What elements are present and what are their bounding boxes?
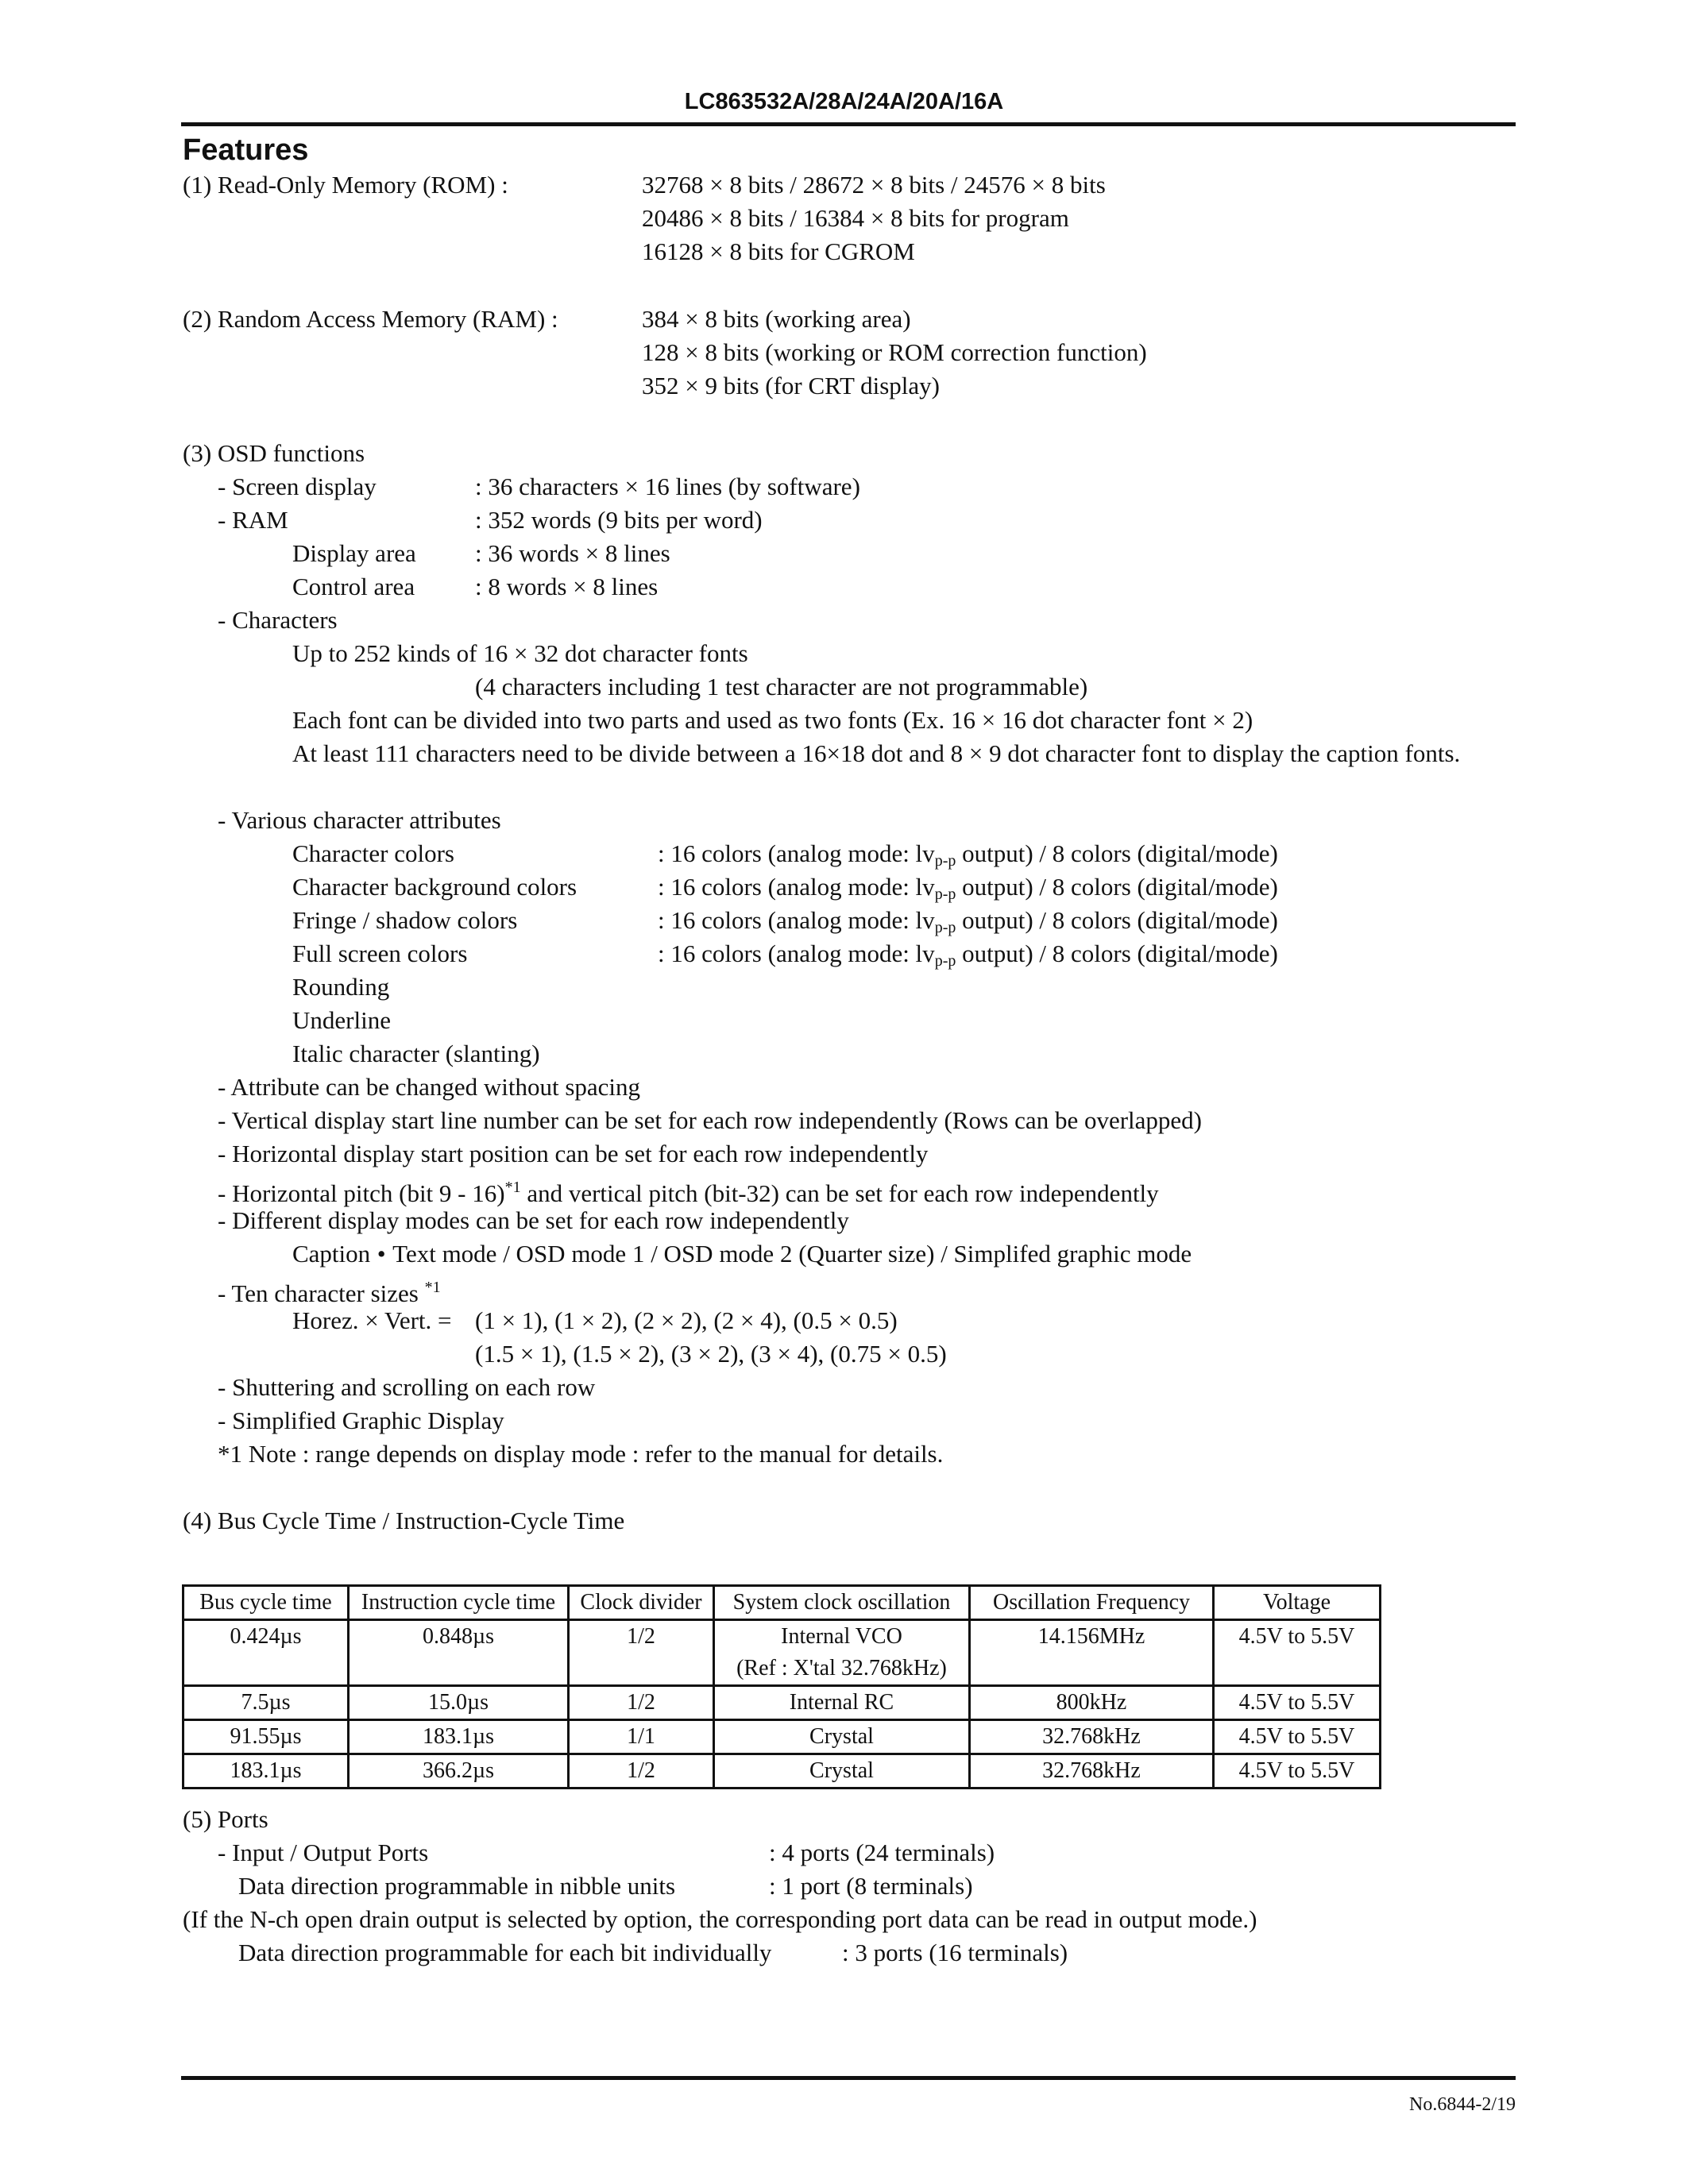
bullet-shutter: - Shuttering and scrolling on each row — [218, 1373, 596, 1401]
cell-osc: Internal RC — [714, 1686, 970, 1720]
rom-line-2: 20486 × 8 bits / 16384 × 8 bits for program — [642, 204, 1069, 232]
ports-nch-note: (If the N-ch open drain output is selected by option, the corresponding port data can be read in output mode.) — [183, 1905, 1257, 1933]
cell-instr: 0.848µs — [349, 1620, 569, 1686]
bus-cycle-table — [182, 1584, 1381, 1789]
cell-bus: 0.424µs — [183, 1620, 349, 1686]
ports-io-value: : 4 ports (24 terminals) — [769, 1839, 995, 1866]
osd-title: (3) OSD functions — [183, 439, 365, 467]
ram-label: (2) Random Access Memory (RAM) : — [183, 305, 558, 333]
osd-control-area-label: Control area — [292, 573, 415, 600]
ram-line-3: 352 × 9 bits (for CRT display) — [642, 372, 940, 399]
cell-osc — [714, 1620, 970, 1686]
bullet-display-modes: - Different display modes can be set for each row independently — [218, 1206, 849, 1234]
cell-instr: 183.1µs — [349, 1720, 569, 1754]
ports-nibble-label: Data direction programmable in nibble units — [238, 1872, 676, 1900]
cell-volt: 4.5V to 5.5V — [1214, 1754, 1381, 1788]
col-oscillation-frequency: Oscillation Frequency — [970, 1586, 1214, 1620]
table-header-row — [183, 1586, 1381, 1620]
osd-char-line-3: Each font can be divided into two parts and used as two fonts (Ex. 16 × 16 dot character font × 2) — [292, 706, 1253, 734]
table-row — [183, 1686, 1381, 1720]
ports-bit-value: : 3 ports (16 terminals) — [842, 1939, 1068, 1966]
osd-ram-label: - RAM — [218, 506, 288, 534]
attr-full-screen-label: Full screen colors — [292, 940, 468, 967]
rom-line-1: 32768 × 8 bits / 28672 × 8 bits / 24576 × 8 bits — [642, 171, 1106, 199]
osd-screen-label: - Screen display — [218, 473, 377, 500]
osd-ram-value: : 352 words (9 bits per word) — [475, 506, 763, 534]
cell-osc: Crystal — [714, 1754, 970, 1788]
bullet-attr-change: - Attribute can be changed without spacing — [218, 1073, 641, 1101]
ram-line-2: 128 × 8 bits (working or ROM correction function) — [642, 338, 1147, 366]
ports-nibble-value: : 1 port (8 terminals) — [769, 1872, 973, 1900]
cell-div: 1/2 — [569, 1686, 714, 1720]
sizes-line-2: (1.5 × 1), (1.5 × 2), (3 × 2), (3 × 4), (0.75 × 0.5) — [475, 1340, 947, 1368]
features-heading: Features — [183, 133, 309, 167]
ports-bit-label: Data direction programmable for each bit individually — [238, 1939, 772, 1966]
col-system-clock-oscillation: System clock oscillation — [714, 1586, 970, 1620]
attr-fringe-label: Fringe / shadow colors — [292, 906, 518, 934]
document-header-title: LC863532A/28A/24A/20A/16A — [684, 89, 1004, 114]
attr-full-screen-value: : 16 colors (analog mode: $lv_{p-p}$ output) / 8 colors (digital/mode) — [658, 940, 1278, 970]
page-number: No.6844-2/19 — [1409, 2094, 1516, 2115]
cell-freq: 32.768kHz — [970, 1754, 1214, 1788]
osd-char-line-4: At least 111 characters need to be divide between a 16×18 dot and 8 × 9 dot character font to display the caption fonts. — [292, 739, 1461, 767]
attr-char-colors-value: : 16 colors (analog mode: $lv_{p-p}$ output) / 8 colors (digital/mode) — [658, 839, 1278, 870]
sizes-line-1: (1 × 1), (1 × 2), (2 × 2), (2 × 4), (0.5 × 0.5) — [475, 1306, 898, 1334]
osd-char-line-1: Up to 252 kinds of 16 × 32 dot character fonts — [292, 639, 748, 667]
bus-title: (4) Bus Cycle Time / Instruction-Cycle Time — [183, 1507, 625, 1534]
osd-footnote: *1 Note : range depends on display mode : refer to the manual for details. — [218, 1440, 944, 1468]
cell-bus: 7.5µs — [183, 1686, 349, 1720]
cell-instr: 366.2µs — [349, 1754, 569, 1788]
header-rule — [181, 122, 1516, 126]
osd-display-area-label: Display area — [292, 539, 416, 567]
cell-div: 1/1 — [569, 1720, 714, 1754]
cell-bus: 91.55µs — [183, 1720, 349, 1754]
cell-osc-line-1: Internal VCO — [781, 1624, 902, 1649]
col-clock-divider: Clock divider — [569, 1586, 714, 1620]
osd-display-area-value: : 36 words × 8 lines — [475, 539, 670, 567]
ram-line-1: 384 × 8 bits (working area) — [642, 305, 911, 333]
bullet-pitch: - Horizontal pitch (bit 9 - 16)$^{*1}$ and vertical pitch (bit-32) can be set for each row independently — [218, 1179, 1159, 1207]
cell-div: 1/2 — [569, 1620, 714, 1686]
osd-control-area-value: : 8 words × 8 lines — [475, 573, 659, 600]
attr-rounding: Rounding — [292, 973, 390, 1001]
cell-osc: Crystal — [714, 1720, 970, 1754]
cell-instr: 15.0µs — [349, 1686, 569, 1720]
attr-fringe-value: : 16 colors (analog mode: $lv_{p-p}$ output) / 8 colors (digital/mode) — [658, 906, 1278, 936]
osd-characters-label: - Characters — [218, 606, 338, 634]
ports-title: (5) Ports — [183, 1805, 268, 1833]
cell-freq: 14.156MHz — [970, 1620, 1214, 1686]
cell-volt: 4.5V to 5.5V — [1214, 1686, 1381, 1720]
bullet-vertical-start: - Vertical display start line number can be set for each row independently (Rows can be overlapped) — [218, 1106, 1202, 1134]
table-row — [183, 1620, 1381, 1686]
col-bus-cycle-time: Bus cycle time — [183, 1586, 349, 1620]
rom-line-3: 16128 × 8 bits for CGROM — [642, 237, 915, 265]
table-row — [183, 1720, 1381, 1754]
attr-char-colors-label: Character colors — [292, 839, 454, 867]
bullet-horizontal-start: - Horizontal display start position can be set for each row independently — [218, 1140, 929, 1167]
osd-attributes-label: - Various character attributes — [218, 806, 501, 834]
cell-osc-line-2: (Ref : X'tal 32.768kHz) — [736, 1656, 947, 1680]
modes-line: Caption • Text mode / OSD mode 1 / OSD mode 2 (Quarter size) / Simplifed graphic mode — [292, 1240, 1192, 1268]
attr-bg-colors-value: : 16 colors (analog mode: $lv_{p-p}$ output) / 8 colors (digital/mode) — [658, 873, 1278, 903]
bullet-graphic: - Simplified Graphic Display — [218, 1406, 504, 1434]
cell-volt: 4.5V to 5.5V — [1214, 1720, 1381, 1754]
osd-screen-value: : 36 characters × 16 lines (by software) — [475, 473, 860, 500]
ports-io-label: - Input / Output Ports — [218, 1839, 429, 1866]
col-voltage: Voltage — [1214, 1586, 1381, 1620]
attr-italic: Italic character (slanting) — [292, 1040, 540, 1067]
cell-bus: 183.1µs — [183, 1754, 349, 1788]
rom-label: (1) Read-Only Memory (ROM) : — [183, 171, 508, 199]
attr-underline: Underline — [292, 1006, 391, 1034]
cell-freq: 800kHz — [970, 1686, 1214, 1720]
col-instruction-cycle-time: Instruction cycle time — [349, 1586, 569, 1620]
cell-freq: 32.768kHz — [970, 1720, 1214, 1754]
osd-char-line-2: (4 characters including 1 test character are not programmable) — [475, 673, 1088, 700]
attr-bg-colors-label: Character background colors — [292, 873, 577, 901]
bullet-char-sizes: - Ten character sizes $^{*1}$ — [218, 1279, 441, 1307]
table-row — [183, 1754, 1381, 1788]
cell-div: 1/2 — [569, 1754, 714, 1788]
cell-volt: 4.5V to 5.5V — [1214, 1620, 1381, 1686]
sizes-label: Horez. × Vert. = — [292, 1306, 452, 1334]
footer-rule — [181, 2076, 1516, 2080]
